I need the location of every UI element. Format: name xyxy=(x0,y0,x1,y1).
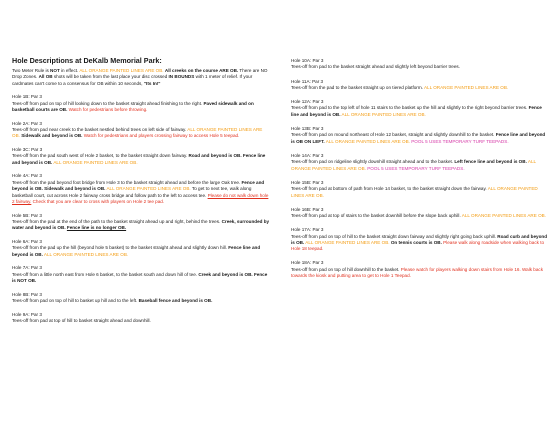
hole-block xyxy=(12,213,270,232)
hole-description xyxy=(291,159,549,172)
hole-block xyxy=(291,79,549,92)
text-segment: Tees-off from the pad up the hill (beyond hole 5 basket) to the basket straight ahead and slightly down hill. xyxy=(12,245,229,251)
text-segment: ALL ORANGE PAINTED LINES ARE OB. xyxy=(423,84,509,90)
text-segment: Creek, surrounded by water and beyond is OB. xyxy=(12,219,270,231)
text-segment: Fence line and beyond is OB ON LEFT. xyxy=(291,132,546,144)
hole-block xyxy=(291,153,549,172)
text-segment: Tees-off from the pad to the basket straight up on tiered platform. xyxy=(291,84,424,90)
text-segment: Tees-off from the pad beyond foot bridge from Hole 3 to the basket straight ahead and before the large Oak tree. xyxy=(12,179,242,185)
text-segment: Road and beyond is OB. Fence line and beyond is OB. xyxy=(12,153,266,165)
text-segment: Tees-off from pad on top of hill to the basket straight down fairway and slightly right going back uphill. xyxy=(291,233,498,239)
hole-description xyxy=(291,267,549,280)
hole-title: Hole 10A: Par 3 xyxy=(291,58,324,63)
hole-description xyxy=(291,105,549,118)
text-segment: Tees-off from pad at top of stairs to the basket downhill before the slope back uphill. xyxy=(291,213,462,219)
text-segment: with 1 meter of relief. If your cardmates can't come to a consensus for OB within 10 seconds, xyxy=(12,74,253,86)
text-segment: Tees-off from pad on mound northeast of Hole 12 basket, straight and slightly downhill to the basket. xyxy=(291,132,496,138)
text-segment: On tennis courts is OB. xyxy=(389,239,442,245)
hole-block xyxy=(291,126,549,145)
right-column xyxy=(291,58,549,287)
hole-description xyxy=(291,85,549,91)
text-segment: Fence line and beyond is OB. xyxy=(291,105,542,117)
intro-rules xyxy=(12,68,270,87)
text-segment: ALL ORANGE PAINTED LINES ARE OB. xyxy=(42,251,129,257)
hole-title: Hole 13B: Par 3 xyxy=(291,125,324,131)
text-segment: ALL ORANGE PAINTED LINES ARE OB. xyxy=(291,159,536,171)
text-segment: Tees-off from pad on top of hill downhill to the basket. xyxy=(291,266,401,272)
hole-block xyxy=(12,239,270,258)
hole-description xyxy=(12,318,270,324)
text-segment: Tees-off from pad on top of hill to basket up hill and to the left. xyxy=(12,298,139,304)
text-segment: ALL ORANGE PAINTED LINES ARE OB. xyxy=(461,213,546,219)
text-segment: Fence line and beyond is OB. xyxy=(12,245,261,257)
hole-title: Hole 6A: Par 3 xyxy=(12,239,42,245)
hole-block xyxy=(291,58,549,71)
hole-block xyxy=(12,147,270,166)
hole-description xyxy=(291,186,549,199)
hole-title: Hole 3C: Par 3 xyxy=(12,147,43,153)
hole-description xyxy=(12,127,270,140)
hole-title: Hole 12A: Par 3 xyxy=(291,99,324,104)
hole-description xyxy=(291,234,549,253)
text-segment: Please do not walk down hole 2 fairway. xyxy=(12,192,269,205)
text-segment: ALL ORANGE PAINTED LINES ARE OB. xyxy=(79,68,164,73)
hole-title: Hole 7A: Par 3 xyxy=(12,265,42,271)
text-segment: POOL 5 USES TEMPORARY TURF TEEPADS. xyxy=(365,165,465,171)
hole-description xyxy=(291,64,549,70)
hole-title: Hole 18A: Par 3 xyxy=(291,260,324,266)
text-segment: Tees-off from the pad at the end of the path to the basket straight ahead up and right, behind the trees. xyxy=(12,219,222,225)
text-segment: Tees-off from pad to the basket straight ahead and slightly left beyond barrier trees. xyxy=(291,64,460,70)
text-segment: Road curb and beyond is OB. xyxy=(291,233,548,245)
text-segment: Check that you are clear to cross with players on Hole 2 tee pad. xyxy=(31,199,165,205)
text-segment: Tees-off from pad on top of hill looking down to the basket straight ahead finishing to the right. xyxy=(12,100,204,106)
text-segment: Paved sidewalk and on basketball courts are OB. xyxy=(12,100,254,113)
page-title: Hole Descriptions at DeKalb Memorial Park: xyxy=(12,56,162,65)
hole-block xyxy=(291,207,549,220)
hole-description xyxy=(12,180,270,206)
text-segment: Fence and beyond is OB. Sidewalk and beyond is OB. xyxy=(12,179,265,192)
hole-block xyxy=(291,227,549,253)
text-segment: ALL ORANGE PAINTED LINES ARE OB. xyxy=(105,186,191,192)
hole-block xyxy=(291,180,549,199)
text-segment: Tees-off from pad near creek to the basket nestled behind trees on left side of fairway. xyxy=(12,127,188,133)
text-segment: "Its In!" xyxy=(143,80,161,86)
hole-title: Hole 5B: Par 3 xyxy=(12,212,42,218)
text-segment: All OB xyxy=(38,74,53,80)
text-segment: Baseball fence and beyond is OB. xyxy=(138,298,213,304)
left-column xyxy=(12,56,270,332)
text-segment: Tees-off from pad at bottom of path from Hole 14 basket, to the basket straight down the fairway. xyxy=(291,186,488,192)
hole-block xyxy=(291,99,549,118)
hole-block xyxy=(12,121,270,140)
hole-block xyxy=(12,265,270,284)
hole-description xyxy=(291,213,549,219)
text-segment: Two Meter Rule is xyxy=(12,68,51,73)
hole-block xyxy=(12,173,270,205)
text-segment: Left fence line and beyond is OB. xyxy=(454,159,527,165)
hole-title: Hole 2A: Par 3 xyxy=(12,120,42,126)
text-segment: Tees-off from pad on ridgeline slightly downhill straight ahead and to the basket. xyxy=(291,159,455,165)
text-segment: ALL ORANGE PAINTED LINES ARE OB. xyxy=(340,111,426,117)
hole-title: Hole 8B: Par 3 xyxy=(12,291,42,297)
text-segment: ALL ORANGE PAINTED LINES ARE OB. xyxy=(324,138,410,144)
text-segment: Tees-off from the pad south west of Hole 2 basket, to the basket straight down fairway. xyxy=(12,153,189,159)
text-segment: To get to next tee, walk along basketball court, cut across Hole 2 fairway cross bridge and follow path to the left to access tee. xyxy=(12,186,252,198)
text-segment: Watch for pedestrians before throwing. xyxy=(67,107,148,113)
text-segment: Please walk along roadside when walking back to Hole 18 teepad. xyxy=(291,239,545,252)
text-segment: Creek and beyond is OB. Fence is NOT OB. xyxy=(12,271,268,284)
hole-title: Hole 9A: Par 3 xyxy=(12,311,42,317)
text-segment: POOL 5 USES TEMPORARY TURF TEEPADS. xyxy=(409,138,509,144)
hole-title: Hole 4A: Par 3 xyxy=(12,173,42,179)
text-segment: Tees-off from pad at top of hill to basket straight ahead and downhill. xyxy=(12,318,151,324)
hole-title: Hole 1B: Par 3 xyxy=(12,94,42,100)
text-segment: Tees-off from a little north east from Hole 6 basket, to the basket south and down hill of tee. xyxy=(12,271,199,277)
text-segment: There are NO Drop Zones. xyxy=(12,68,268,80)
text-segment: Please watch for players walking down stairs from Hole 16. Walk back towards the kiosk and putting area to get to Hole 1 Teepad. xyxy=(291,266,544,279)
hole-title: Hole 11A: Par 3 xyxy=(291,78,324,84)
text-segment: in effect. xyxy=(59,68,80,73)
text-segment: IN BOUNDS xyxy=(168,74,195,80)
hole-description xyxy=(291,132,549,145)
text-segment: NOT xyxy=(50,68,60,73)
text-segment: Watch for pedestrians and players crossing fairway to access Hole 5 teepad. xyxy=(82,133,240,139)
right-hole-list xyxy=(291,58,549,280)
hole-title: Hole 15B: Par 3 xyxy=(291,179,324,185)
hole-title: Hole 14A: Par 3 xyxy=(291,152,324,158)
hole-title: Hole 16B: Par 3 xyxy=(291,206,324,212)
hole-description xyxy=(12,219,270,232)
hole-block xyxy=(12,94,270,113)
hole-block xyxy=(291,260,549,279)
text-segment: shots will be taken from the last place your disc crossed xyxy=(52,74,169,80)
hole-description xyxy=(12,272,270,285)
text-segment: ALL ORANGE PAINTED LINES ARE OB. xyxy=(291,186,538,198)
left-hole-list xyxy=(12,94,270,324)
hole-description xyxy=(12,245,270,258)
hole-description xyxy=(12,298,270,304)
hole-description xyxy=(12,101,270,114)
text-segment: ALL ORANGE PAINTED LINES ARE OB. xyxy=(12,127,263,139)
text-segment: Sidewalk and beyond is OB. xyxy=(19,133,83,139)
text-segment: All creeks on the course ARE OB. xyxy=(164,68,239,73)
hole-block xyxy=(12,292,270,305)
text-segment: ALL ORANGE PAINTED LINES ARE OB. xyxy=(52,159,138,165)
text-segment: Tees-off from pad to the top left of hole 11 stairs to the basket up the hill and slightly to the right beyond barrier trees. xyxy=(291,105,529,111)
hole-block xyxy=(12,312,270,325)
text-segment: Fence line is no longer OB. xyxy=(66,225,127,231)
hole-description xyxy=(12,153,270,166)
text-segment: ALL ORANGE PAINTED LINES ARE OB. xyxy=(304,239,390,245)
hole-title: Hole 17A: Par 3 xyxy=(291,227,324,233)
